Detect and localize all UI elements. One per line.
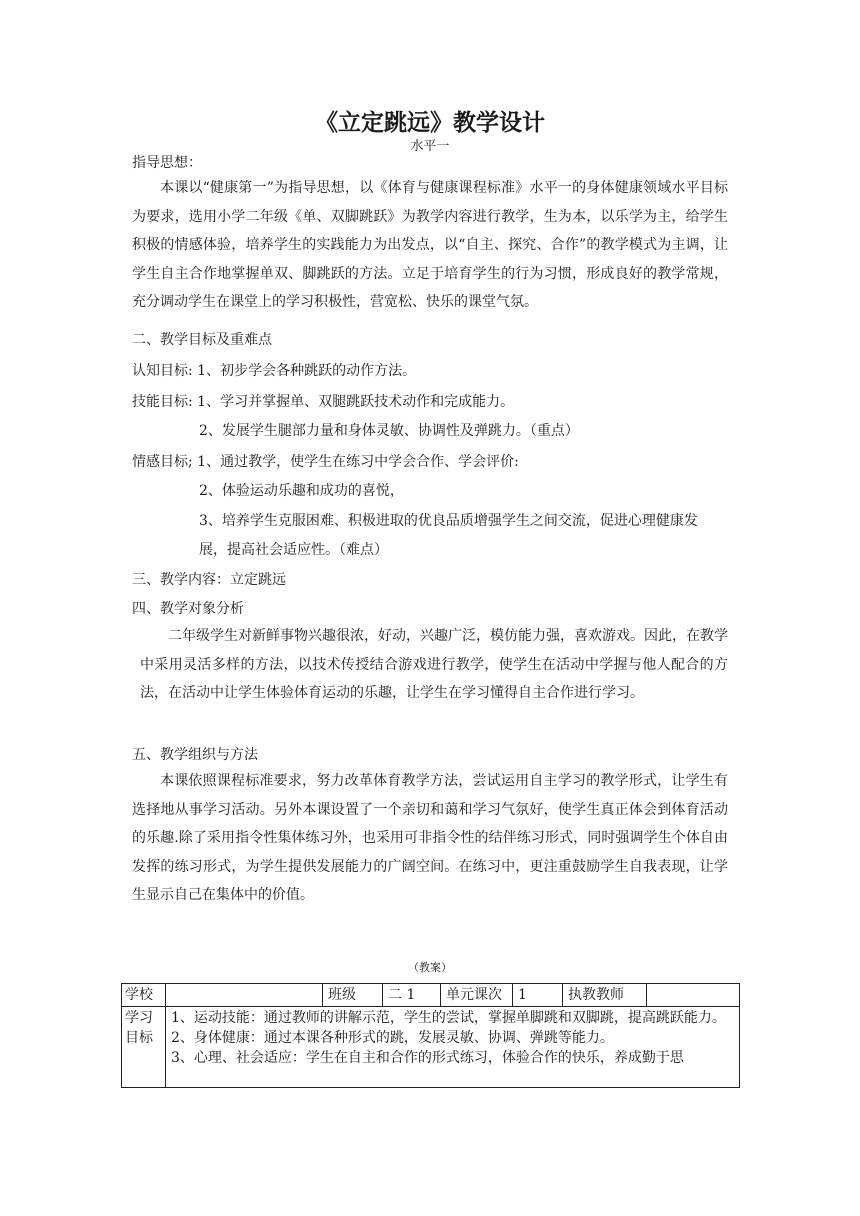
analysis-heading: 四、教学对象分析: [132, 601, 244, 617]
goals-label: 学习目标: [122, 1007, 166, 1088]
objective-skill-1: 技能目标: 1、学习并掌握单、双腿跳跃技术动作和完成能力。: [132, 394, 515, 410]
guiding-line: 本课以“健康第一”为指导思想，以《体育与健康课程标准》水平一的身体健康领域水平: [160, 180, 700, 196]
objective-emotion-3a: 3、培养学生克服困难、积极进取的优良品质增强学生之间交流，促进心理健康发: [199, 513, 698, 529]
objective-cognitive: 认知目标: 1、初步学会各种跳跃的动作方法。: [132, 363, 417, 379]
method-line: 调学生个体自由发挥的练习形式，为学生提供发展能力的广阔空间。在练习中，更注重鼓励: [132, 830, 729, 875]
school-label: 学校: [122, 984, 166, 1007]
analysis-line: 人配合的方法，在活动中让学生体验体育运动的乐趣，让学生在学习懂得自主合作进行学: [140, 656, 729, 701]
teacher-value: [647, 984, 740, 1007]
table-row: [122, 1007, 740, 1088]
teacher-label: 执教教师: [563, 984, 647, 1007]
school-value: [166, 984, 323, 1007]
lesson-plan-table: [121, 983, 740, 1088]
objectives-heading: 二、教学目标及重难点: [132, 332, 272, 348]
method-line: 生有选择地从事学习活动。另外本课设置了一个亲切和蔼和学习气氛好，使学生真正体会到: [132, 773, 729, 818]
objective-skill-2: 2、发展学生腿部力量和身体灵敏、协调性及弹跳力。（重点）: [199, 423, 579, 439]
table-caption: （教案）: [408, 961, 452, 974]
method-line: 本课依照课程标准要求，努力改革体育教学方法，尝试运用自主学习的教学形式，让学: [160, 773, 700, 789]
method-line: 学生自我表现，让学生显示自己在集体中的价值。: [132, 858, 728, 903]
guiding-line: 为主调，让学生自主合作地掌握单双、脚跳跃的方法。立足于培育学生的行为习惯，形成良: [132, 237, 729, 282]
table-row: [122, 984, 740, 1007]
document-subtitle: 水平一: [410, 139, 450, 154]
goal-item: 1、运动技能：通过教师的讲解示范，学生的尝试，掌握单脚跳和双脚跳，提高跳跃能力。: [171, 1010, 726, 1026]
objective-emotion-1: 情感目标; 1、通过教学，使学生在练习中学会合作、学会评价:: [132, 454, 519, 470]
guiding-line: 目标为要求，选用小学二年级《单、双脚跳跃》为教学内容进行教学，生为本，以乐学为主，: [132, 180, 729, 225]
content-heading: 三、教学内容：立定跳远: [132, 572, 286, 588]
method-line: 体育活动的乐趣.除了采用指令性集体练习外，也采用可非指令性的结伴练习形式，同时强: [132, 801, 729, 846]
analysis-paragraph: [140, 622, 728, 708]
goal-item: 2、身体健康：通过本课各种形式的跳，发展灵敏、协调、弹跳等能力。: [171, 1030, 614, 1046]
method-heading: 五、教学组织与方法: [132, 747, 258, 763]
goals-cell: [166, 1007, 740, 1088]
goal-item: 3、心理、社会适应：学生在自主和合作的形式练习，体验合作的快乐，养成勤于思: [171, 1050, 684, 1066]
method-paragraph: [132, 767, 728, 910]
analysis-line: 在教学中采用灵活多样的方法，以技术传授结合游戏进行教学，使学生在活动中学握与他: [140, 628, 728, 673]
unit-label: 单元课次: [441, 984, 513, 1007]
analysis-line: 习。: [616, 685, 644, 701]
document-title: 《立定跳远》教学设计: [315, 110, 545, 136]
unit-value: 1: [513, 984, 563, 1007]
guiding-line: 好的教学常规，充分调动学生在课堂上的学习积极性，营宽松、快乐的课堂气氛。: [132, 265, 728, 310]
guiding-heading: 指导思想：: [132, 155, 202, 171]
guiding-line: 给学生积极的情感体验，培养学生的实践能力为出发点，以“自主、探究、合作”的教学模式: [132, 208, 728, 253]
objective-emotion-2: 2、体验运动乐趣和成功的喜悦，: [199, 483, 404, 499]
analysis-line: 二年级学生对新鲜事物兴趣很浓，好动，兴趣广泛，模仿能力强，喜欢游戏。因此，: [168, 628, 686, 644]
class-value: 二 1: [383, 984, 441, 1007]
guiding-paragraph: [132, 174, 728, 317]
objective-emotion-3b: 展，提高社会适应性。（难点）: [199, 542, 388, 558]
class-label: 班级: [323, 984, 383, 1007]
